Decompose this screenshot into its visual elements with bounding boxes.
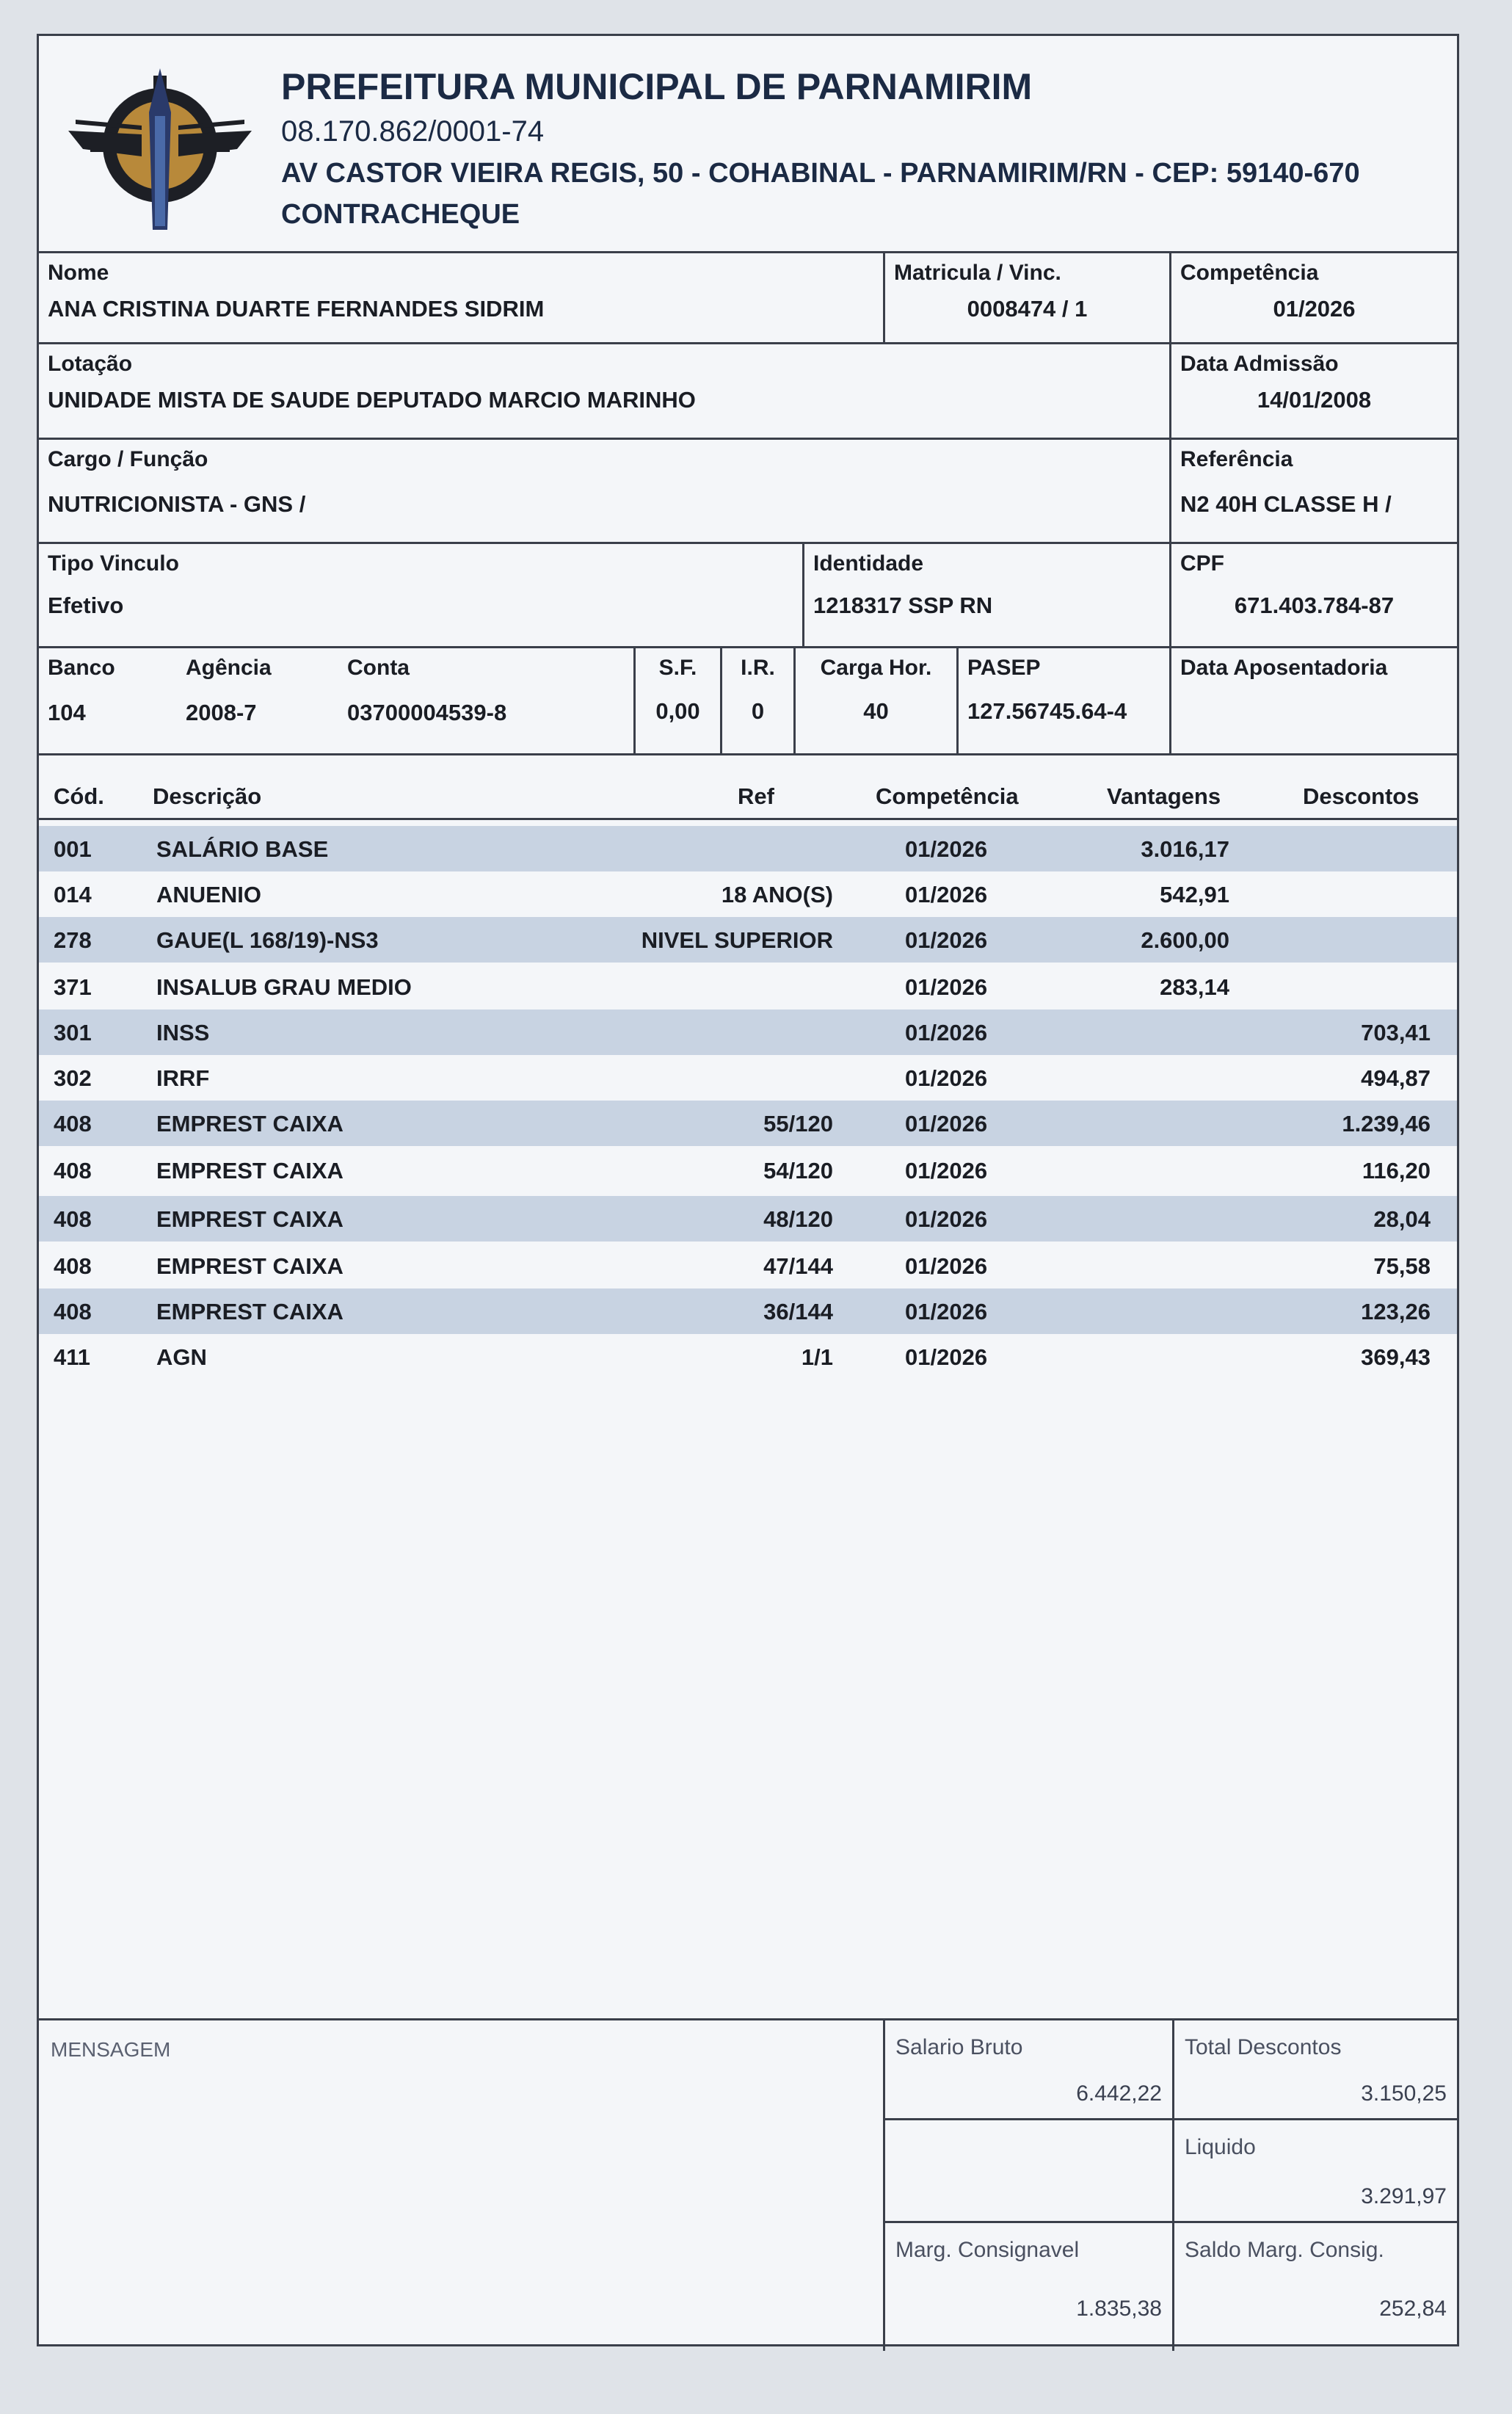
cell-cod: 408: [54, 1158, 92, 1184]
value-competencia: 01/2026: [1273, 296, 1356, 322]
col-descontos: Descontos: [1303, 783, 1420, 809]
cell-ref: 36/144: [763, 1299, 833, 1324]
cell-vant: 542,91: [1160, 882, 1229, 907]
field-salario-bruto: [883, 2020, 1172, 2120]
field-liquido: [1172, 2120, 1457, 2223]
document-title: CONTRACHEQUE: [281, 199, 520, 230]
value-marg-consignavel: 1.835,38: [1076, 2297, 1162, 2321]
table-row: [39, 1148, 1457, 1193]
cell-desco: 703,41: [1361, 1020, 1431, 1045]
value-agencia: 2008-7: [186, 700, 257, 725]
cell-desco: 75,58: [1373, 1253, 1431, 1279]
field-referencia: [1169, 440, 1457, 542]
field-aposentadoria: [1169, 648, 1457, 753]
field-carga: [793, 648, 956, 753]
field-saldo-marg-consig: [1172, 2223, 1457, 2351]
field-cpf: [1169, 544, 1457, 646]
row-tipo: [39, 544, 1457, 648]
cell-cod: 408: [54, 1253, 92, 1279]
label-ir: I.R.: [741, 656, 775, 680]
table-row: [39, 964, 1457, 1010]
row-nome: [39, 253, 1457, 344]
label-pasep: PASEP: [967, 656, 1041, 680]
label-referencia: Referência: [1180, 447, 1293, 471]
col-ref: Ref: [738, 783, 774, 809]
value-cargo: NUTRICIONISTA - GNS /: [48, 491, 306, 517]
cell-desc: IRRF: [156, 1065, 210, 1091]
row-banco: [39, 648, 1457, 755]
value-conta: 03700004539-8: [347, 700, 507, 725]
field-ir: [720, 648, 793, 753]
cell-cod: 408: [54, 1299, 92, 1324]
cell-comp: 01/2026: [905, 974, 988, 1000]
cell-cod: 301: [54, 1020, 92, 1045]
items-table-header: [39, 770, 1457, 820]
field-competencia: [1169, 253, 1457, 342]
municipal-emblem-icon: [61, 46, 259, 244]
cell-comp: 01/2026: [905, 1206, 988, 1232]
cell-comp: 01/2026: [905, 1253, 988, 1279]
cell-desco: 1.239,46: [1342, 1111, 1431, 1137]
cell-comp: 01/2026: [905, 1299, 988, 1324]
field-banco-group: [39, 648, 633, 753]
cell-ref: NIVEL SUPERIOR: [641, 927, 833, 953]
label-marg-consignavel: Marg. Consignavel: [895, 2238, 1080, 2262]
cell-desc: AGN: [156, 1344, 207, 1370]
cell-comp: 01/2026: [905, 927, 988, 953]
table-row: [39, 1243, 1457, 1288]
table-row: [39, 871, 1457, 917]
label-cargo: Cargo / Função: [48, 447, 208, 471]
cell-comp: 01/2026: [905, 1065, 988, 1091]
label-liquido: Liquido: [1185, 2135, 1256, 2159]
value-pasep: 127.56745.64-4: [967, 698, 1127, 724]
label-banco: Banco: [48, 656, 115, 680]
value-liquido: 3.291,97: [1361, 2184, 1447, 2208]
value-total-descontos: 3.150,25: [1361, 2081, 1447, 2106]
cell-vant: 283,14: [1160, 974, 1229, 1000]
payslip: [37, 34, 1459, 2346]
value-identidade: 1218317 SSP RN: [813, 592, 993, 618]
row-cargo: [39, 440, 1457, 544]
field-marg-consignavel: [883, 2223, 1172, 2351]
label-sf: S.F.: [658, 656, 697, 680]
cell-desc: EMPREST CAIXA: [156, 1111, 344, 1137]
table-row: [39, 1334, 1457, 1380]
value-saldo-marg-consig: 252,84: [1379, 2297, 1447, 2321]
cell-ref: 48/120: [763, 1206, 833, 1232]
value-cpf: 671.403.784-87: [1234, 592, 1395, 618]
field-cargo: [39, 440, 1169, 542]
cell-desco: 369,43: [1361, 1344, 1431, 1370]
table-row: [39, 1288, 1457, 1334]
col-competencia: Competência: [876, 783, 1019, 809]
org-name: PREFEITURA MUNICIPAL DE PARNAMIRIM: [281, 66, 1033, 107]
cell-comp: 01/2026: [905, 882, 988, 907]
cell-comp: 01/2026: [905, 1020, 988, 1045]
cell-desc: EMPREST CAIXA: [156, 1253, 344, 1279]
cell-cod: 411: [54, 1344, 91, 1370]
label-competencia: Competência: [1180, 261, 1319, 285]
cell-desco: 116,20: [1362, 1158, 1431, 1184]
col-vantagens: Vantagens: [1107, 783, 1221, 809]
cell-desc: EMPREST CAIXA: [156, 1206, 344, 1232]
value-salario-bruto: 6.442,22: [1076, 2081, 1162, 2106]
cell-desc: INSALUB GRAU MEDIO: [156, 974, 412, 1000]
table-row: [39, 1101, 1457, 1146]
cell-vant: 2.600,00: [1141, 927, 1229, 953]
cell-desc: EMPREST CAIXA: [156, 1158, 344, 1184]
label-total-descontos: Total Descontos: [1185, 2035, 1342, 2059]
label-aposentadoria: Data Aposentadoria: [1180, 656, 1388, 680]
cell-desc: SALÁRIO BASE: [156, 836, 329, 862]
cell-ref: 54/120: [763, 1158, 833, 1184]
org-cnpj: 08.170.862/0001-74: [281, 115, 545, 148]
field-pasep: [956, 648, 1169, 753]
cell-desc: ANUENIO: [156, 882, 261, 907]
cell-comp: 01/2026: [905, 1158, 988, 1184]
field-nome: [39, 253, 883, 342]
label-tipo-vinculo: Tipo Vinculo: [48, 551, 179, 576]
label-cpf: CPF: [1180, 551, 1224, 576]
row-lotacao: [39, 344, 1457, 440]
label-admissao: Data Admissão: [1180, 352, 1339, 376]
cell-ref: 55/120: [763, 1111, 833, 1137]
table-row: [39, 1010, 1457, 1055]
field-identidade: [802, 544, 1169, 646]
value-matricula: 0008474 / 1: [967, 296, 1088, 322]
field-admissao: [1169, 344, 1457, 438]
value-carga: 40: [863, 698, 889, 724]
value-nome: ANA CRISTINA DUARTE FERNANDES SIDRIM: [48, 296, 545, 322]
field-total-descontos: [1172, 2020, 1457, 2120]
cell-desco: 28,04: [1373, 1206, 1431, 1232]
field-matricula: [883, 253, 1169, 342]
empty-cell: [883, 2120, 1172, 2223]
label-carga: Carga Hor.: [820, 656, 932, 680]
col-cod: Cód.: [54, 783, 104, 809]
col-descricao: Descrição: [153, 783, 262, 809]
table-row: [39, 917, 1457, 963]
label-saldo-marg-consig: Saldo Marg. Consig.: [1185, 2238, 1384, 2262]
cell-cod: 014: [54, 882, 92, 907]
cell-vant: 3.016,17: [1141, 836, 1229, 862]
field-lotacao: [39, 344, 1169, 438]
table-row: [39, 1055, 1457, 1101]
value-banco: 104: [48, 700, 86, 725]
cell-desc: INSS: [156, 1020, 210, 1045]
cell-cod: 302: [54, 1065, 92, 1091]
label-nome: Nome: [48, 261, 109, 285]
cell-comp: 01/2026: [905, 1111, 988, 1137]
cell-cod: 408: [54, 1111, 92, 1137]
value-sf: 0,00: [655, 698, 700, 724]
cell-desco: 123,26: [1361, 1299, 1431, 1324]
cell-desco: 494,87: [1361, 1065, 1431, 1091]
payslip-header: [39, 36, 1457, 253]
cell-desc: EMPREST CAIXA: [156, 1299, 344, 1324]
label-conta: Conta: [347, 656, 410, 680]
payslip-footer: [39, 2018, 1457, 2349]
cell-ref: 47/144: [763, 1253, 833, 1279]
value-ir: 0: [751, 698, 765, 724]
table-row: [39, 826, 1457, 871]
cell-comp: 01/2026: [905, 836, 988, 862]
cell-cod: 001: [54, 836, 92, 862]
cell-cod: 278: [54, 927, 92, 953]
label-lotacao: Lotação: [48, 352, 133, 376]
field-sf: [633, 648, 720, 753]
label-salario-bruto: Salario Bruto: [895, 2035, 1023, 2059]
field-tipo-vinculo: [39, 544, 802, 646]
org-address: AV CASTOR VIEIRA REGIS, 50 - COHABINAL - PARNAMIRIM/RN - CEP: 59140-670: [281, 158, 1360, 189]
mensagem-label: MENSAGEM: [51, 2038, 171, 2061]
cell-cod: 371: [54, 974, 92, 1000]
label-matricula: Matricula / Vinc.: [894, 261, 1061, 285]
label-agencia: Agência: [186, 656, 272, 680]
table-row: [39, 1196, 1457, 1242]
value-tipo-vinculo: Efetivo: [48, 592, 124, 618]
cell-desc: GAUE(L 168/19)-NS3: [156, 927, 379, 953]
cell-ref: 1/1: [801, 1344, 833, 1370]
cell-ref: 18 ANO(S): [721, 882, 833, 907]
value-admissao: 14/01/2008: [1257, 387, 1372, 413]
cell-cod: 408: [54, 1206, 92, 1232]
value-lotacao: UNIDADE MISTA DE SAUDE DEPUTADO MARCIO MARINHO: [48, 387, 696, 413]
cell-comp: 01/2026: [905, 1344, 988, 1370]
label-identidade: Identidade: [813, 551, 924, 576]
value-referencia: N2 40H CLASSE H /: [1180, 491, 1392, 517]
